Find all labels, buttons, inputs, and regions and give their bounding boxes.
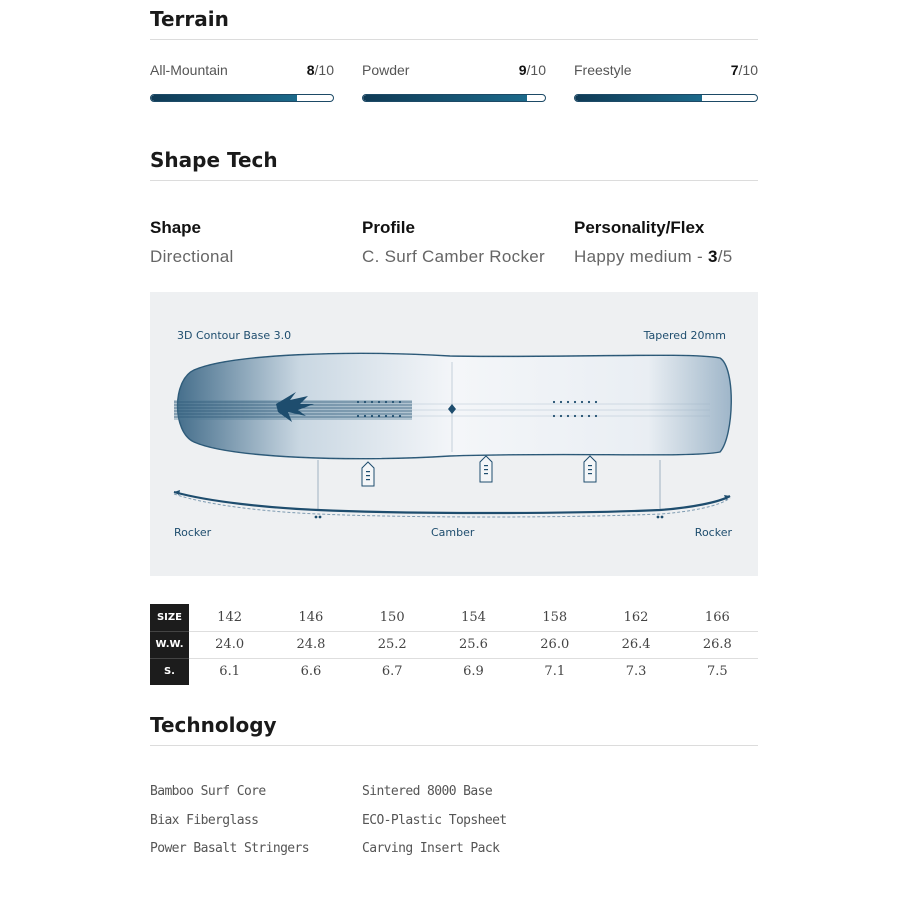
contour-base-label: 3D Contour Base 3.0 — [177, 329, 292, 342]
table-cell: 6.6 — [300, 664, 322, 680]
taper-label: Tapered 20mm — [643, 329, 726, 342]
terrain-label: Freestyle — [574, 62, 632, 78]
shape-tech-divider — [150, 180, 758, 181]
terrain-label: All-Mountain — [150, 62, 228, 78]
spec-value: C. Surf Camber Rocker — [362, 247, 545, 266]
table-cell: 25.6 — [433, 631, 514, 658]
size-table — [150, 604, 758, 685]
row-header: SIZE — [150, 604, 189, 631]
list-item: ECO-Plastic Topsheet — [362, 812, 507, 828]
terrain-all-mountain — [150, 60, 334, 110]
shape-tech-title: Shape Tech — [150, 148, 278, 172]
table-cell: 24.0 — [189, 631, 270, 658]
table-cell: 150 — [352, 604, 433, 631]
terrain-powder — [362, 60, 546, 110]
table-cell: 146 — [270, 604, 351, 631]
table-cell: 24.8 — [270, 631, 351, 658]
spec-heading: Shape — [150, 218, 202, 237]
table-cell: 142 — [189, 604, 270, 631]
spec-value: Happy medium - 3/5 — [574, 247, 733, 266]
technology-list-left — [150, 784, 309, 870]
table-cell: 166 — [677, 604, 758, 631]
row-header: S. — [150, 658, 189, 685]
table-cell: 26.8 — [677, 631, 758, 658]
table-cell: 154 — [433, 604, 514, 631]
technology-divider — [150, 745, 758, 746]
table-cell: 7.3 — [625, 664, 647, 680]
spec-heading: Personality/Flex — [574, 218, 705, 237]
table-row — [150, 604, 758, 631]
terrain-rating-bar — [574, 94, 758, 102]
rocker-right-label: Rocker — [694, 526, 732, 539]
rocker-left-label: Rocker — [174, 526, 212, 539]
spec-personality — [574, 218, 774, 267]
table-cell: 158 — [514, 604, 595, 631]
list-item: Sintered 8000 Base — [362, 784, 493, 799]
spec-profile — [362, 218, 562, 267]
core-tag-icons — [362, 456, 596, 486]
board-diagram — [150, 292, 758, 576]
table-cell: 25.2 — [352, 631, 433, 658]
camber-label: Camber — [431, 526, 475, 539]
terrain-rating-fill — [151, 95, 297, 101]
table-cell: 6.9 — [463, 664, 484, 680]
spec-heading: Profile — [362, 218, 415, 237]
terrain-title: Terrain — [150, 7, 229, 31]
table-cell: 6.1 — [219, 664, 240, 680]
table-row — [150, 658, 758, 685]
list-item: Power Basalt Stringers — [150, 841, 309, 856]
table-cell: 26.4 — [595, 631, 676, 658]
table-cell: 6.7 — [381, 664, 403, 680]
row-header: W.W. — [150, 631, 189, 658]
terrain-rating-fill — [575, 95, 702, 101]
terrain-divider — [150, 39, 758, 40]
terrain-score: 8/10 — [306, 62, 334, 78]
terrain-rating-bar — [150, 94, 334, 102]
terrain-score: 7/10 — [730, 62, 758, 78]
terrain-label: Powder — [362, 62, 410, 78]
table-cell: 162 — [595, 604, 676, 631]
list-item: Bamboo Surf Core — [150, 784, 266, 799]
table-cell: 7.1 — [544, 664, 566, 680]
spec-shape — [150, 218, 350, 267]
terrain-score: 9/10 — [518, 62, 546, 78]
terrain-rating-fill — [363, 95, 527, 101]
technology-title: Technology — [150, 713, 277, 737]
terrain-rating-bar — [362, 94, 546, 102]
technology-list-right — [362, 784, 507, 870]
table-row — [150, 631, 758, 658]
spec-value: Directional — [150, 247, 234, 266]
list-item: Biax Fiberglass — [150, 812, 259, 828]
terrain-freestyle — [574, 60, 758, 110]
table-cell: 7.5 — [707, 664, 728, 680]
table-cell: 26.0 — [514, 631, 595, 658]
list-item: Carving Insert Pack — [362, 841, 500, 856]
